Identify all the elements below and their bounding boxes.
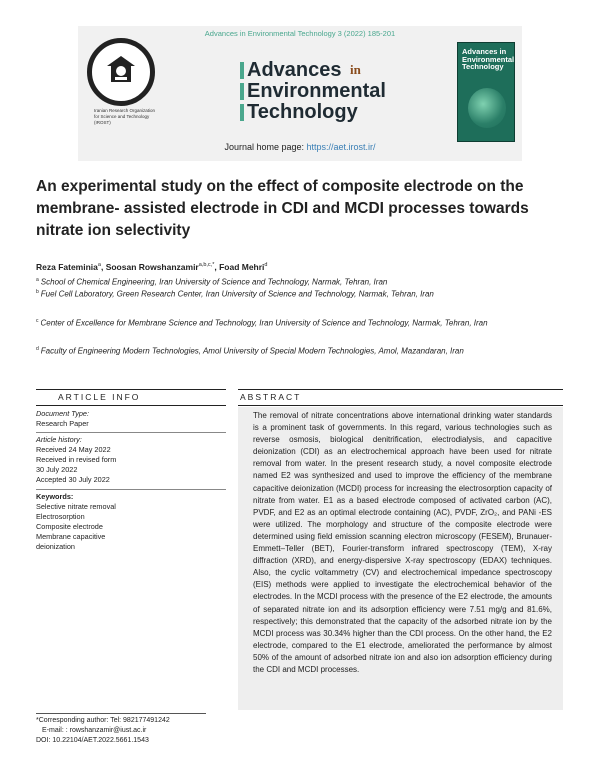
- revised-date-line-2: 30 July 2022: [36, 465, 78, 474]
- cover-graphic: [468, 88, 506, 128]
- journal-title-line-2: Environmental: [247, 80, 386, 102]
- affiliation-d: $^d$ Faculty of Engineering Modern Technologies, Amol University of Special Modern Technologies, Amol, Mazandaran, Iran: [36, 346, 464, 356]
- homepage-link[interactable]: https://aet.irost.ir/: [306, 142, 376, 152]
- history-label: Article history:: [36, 435, 82, 444]
- info-divider: [36, 489, 226, 490]
- article-info-rule-lower: [36, 405, 226, 406]
- irost-logo: [84, 38, 164, 148]
- doc-type: Research Paper: [36, 419, 89, 428]
- author-list: Reza Fateminia$^a$, Soosan Rowshanzamir$^{a,b,c,*}$, Foad Mehri$^d$: [36, 262, 268, 272]
- abstract-rule: [238, 389, 563, 390]
- article-title: An experimental study on the effect of composite electrode on the membrane- assisted electrode in CDI and MCDI processes towards nitrate ion selectivity: [36, 178, 529, 239]
- abstract-heading: ABSTRACT: [240, 392, 302, 402]
- article-info-rule: [36, 389, 226, 390]
- received-date: Received 24 May 2022: [36, 445, 111, 454]
- article-info-heading: ARTICLE INFO: [58, 392, 141, 402]
- affiliation-b: $^b$ Fuel Cell Laboratory, Green Research Center, Iran University of Science and Technology, Narmak, Tehran, Iran: [36, 289, 434, 299]
- article-history: [36, 435, 226, 485]
- keywords-block: [36, 492, 226, 552]
- org-name: Iranian Research Organization for Science and Technology (IROST): [94, 108, 156, 125]
- affiliation-a: $^a$ School of Chemical Engineering, Iran University of Science and Technology, Narmak, Tehran, Iran: [36, 277, 388, 287]
- journal-citation: Advances in Environmental Technology 3 (2022) 185-201: [204, 29, 396, 38]
- abstract-body: The removal of nitrate concentrations above international drinking water standards is a prominent task of governments. In this regard, various technologies such as reverse osmosis, biological denitrification, electrodialysis, and capacitive deionization (CDI) as an electrochemical approach have been used for nitrate removal from water. In the present research study, a novel composite electrode named E2 was synthesized and used to improve the efficiency of the membrane capacitive deionization (MCDI) process for increasing the electrosorption capacity of nitrate from water. E1 as a based electrode composed of activated carbon (AC), PVDF, and E2 as an optimal electrode containing (AC), PVDF, ZrO₂, and PANi -ES were utilized. The morphology and structure of the composite electrode were determined using field emission scanning electron microscopy (FESEM), Brunauer-Emmett–Teller (BET), Fourier-transform infrared spectroscopy (TEM), X-ray diffraction (XRD), and energy-dispersive X-ray spectroscopy (EDAX) techniques. Also, the cyclic voltammetry (CV) and electrochemical impedance spectroscopy (EIS) methods were applied to investigate the electrochemical behavior of the electrodes. In the MCDI process with the presence of the E2 electrode, the amounts of separated nitrate ion and its adsorption efficiency were 7.51 mg/g and 81.6%, respectively; this demonstrated that the capacity of the adsorbed nitrate ion by the MCDI process was 30.34% higher than the CDI process. On the other hand, the E2 electrode, compared to the E1 electrode, ameliorated the performance by almost 50% of the amount of adsorbed nitrate ion and also ion adsorption efficiency during the CDI and MCDI processes.: [238, 407, 563, 710]
- keyword: Composite electrode: [36, 522, 103, 531]
- corresponding-email[interactable]: E-mail: : rowshanzamir@iust.ac.ir: [42, 727, 147, 734]
- homepage-label: Journal home page:: [224, 142, 304, 152]
- keywords-label: Keywords:: [36, 492, 74, 501]
- affiliation-c: $^c$ Center of Excellence for Membrane Science and Technology, Iran University of Science and Technology, Narmak, Tehran, Iran: [36, 318, 488, 328]
- corresponding-author: *Corresponding author: Tel: 982177491242: [36, 717, 170, 724]
- journal-cover-thumbnail: [457, 42, 515, 142]
- revised-date-line-1: Received in revised form: [36, 455, 117, 464]
- keyword: deionization: [36, 542, 75, 551]
- journal-title-line-1: Advances: [247, 59, 342, 81]
- footnote-rule: [36, 713, 206, 714]
- cover-title: Advances in Environmental Technology: [462, 47, 515, 71]
- keyword: Membrane capacitive: [36, 532, 106, 541]
- journal-homepage: [78, 142, 522, 152]
- journal-badge: in: [350, 62, 361, 77]
- info-divider: [36, 432, 226, 433]
- keyword: Electrosorption: [36, 512, 85, 521]
- abstract-rule-lower: [238, 405, 563, 406]
- author-name[interactable]: Foad Mehri: [219, 262, 265, 272]
- doi[interactable]: DOI: 10.22104/AET.2022.5661.1543: [36, 737, 149, 744]
- author-name[interactable]: Soosan Rowshanzamir: [105, 262, 199, 272]
- accepted-date: Accepted 30 July 2022: [36, 475, 110, 484]
- footnote: [36, 716, 296, 746]
- irost-emblem-icon: [101, 52, 141, 92]
- author-name[interactable]: Reza Fateminia: [36, 262, 98, 272]
- doc-type-label: Document Type:: [36, 409, 89, 418]
- journal-title-line-3: Technology: [247, 101, 358, 123]
- journal-title-logo: [240, 60, 386, 123]
- keyword: Selective nitrate removal: [36, 502, 116, 511]
- article-info-panel: [36, 409, 226, 429]
